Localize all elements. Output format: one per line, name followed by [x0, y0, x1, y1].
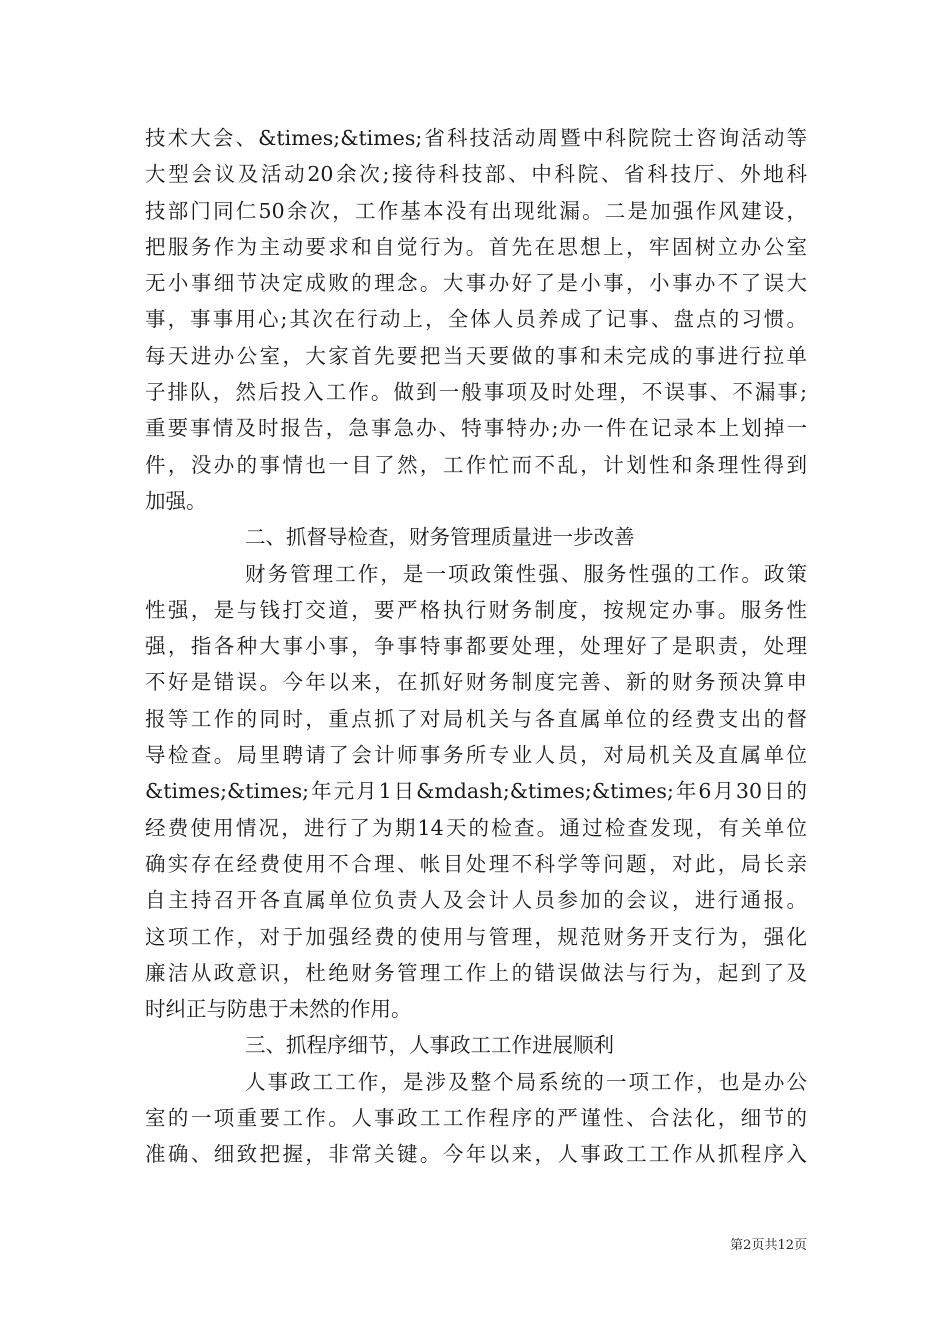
text-line: 确实存在经费使用不合理、帐目处理不科学等问题，对此，局长亲: [145, 851, 807, 876]
text-line: 重要事情及时报告，急事急办、特事特办;办一件在记录本上划掉一: [145, 416, 807, 441]
text-line: 把服务作为主动要求和自觉行为。首先在思想上，牢固树立办公室: [145, 234, 807, 259]
text-line: 这项工作，对于加强经费的使用与管理，规范财务开支行为，强化: [145, 924, 807, 949]
text-line: 经费使用情况，进行了为期14天的检查。通过检查发现，有关单位: [145, 815, 807, 840]
text-line: 室的一项重要工作。人事政工工作程序的严谨性、合法化，细节的: [145, 1106, 807, 1131]
text-line: 强，指各种大事小事，争事特事都要处理，处理好了是职责，处理: [145, 634, 807, 659]
document-body: [145, 120, 807, 1173]
text-line: 不好是错误。今年以来，在抓好财务制度完善、新的财务预决算申: [145, 670, 807, 695]
section-heading-2: 二、抓督导检查，财务管理质量进一步改善: [245, 525, 635, 550]
text-line: 技部门同仁50余次，工作基本没有出现纰漏。二是加强作风建设，: [145, 198, 807, 223]
text-line: 大型会议及活动20余次;接待科技部、中科院、省科技厅、外地科: [145, 162, 807, 187]
text-line: 事，事事用心;其次在行动上，全体人员养成了记事、盘点的习惯。: [145, 307, 807, 332]
text-line: 廉洁从政意识，杜绝财务管理工作上的错误做法与行为，起到了及: [145, 960, 807, 985]
text-line: 加强。: [145, 488, 207, 513]
text-line: 人事政工工作，是涉及整个局系统的一项工作，也是办公: [245, 1069, 807, 1094]
text-line: 技术大会、&times;&times;省科技活动周暨中科院院士咨询活动等: [145, 126, 807, 150]
text-line: 财务管理工作，是一项政策性强、服务性强的工作。政策: [245, 561, 807, 586]
text-line: 时纠正与防患于未然的作用。: [145, 997, 412, 1022]
text-line: &times;&times;年元月1日&mdash;&times;&times;年6月30日的: [145, 779, 807, 804]
section-heading-3: 三、抓程序细节，人事政工工作进展顺利: [245, 1033, 614, 1058]
text-line: 无小事细节决定成败的理念。大事办好了是小事，小事办不了误大: [145, 271, 807, 296]
text-line: 准确、细致把握，非常关键。今年以来，人事政工工作从抓程序入: [145, 1142, 807, 1167]
text-line: 子排队，然后投入工作。做到一般事项及时处理，不误事、不漏事;: [145, 380, 807, 405]
text-line: 报等工作的同时，重点抓了对局机关与各直属单位的经费支出的督: [145, 706, 807, 731]
text-line: 导检查。局里聘请了会计师事务所专业人员，对局机关及直属单位: [145, 743, 807, 768]
page-number-footer: 第2页共12页: [730, 1238, 807, 1253]
text-line: 件，没办的事情也一目了然，工作忙而不乱，计划性和条理性得到: [145, 452, 807, 477]
text-line: 性强，是与钱打交道，要严格执行财务制度，按规定办事。服务性: [145, 597, 807, 622]
text-line: 每天进办公室，大家首先要把当天要做的事和未完成的事进行拉单: [145, 343, 807, 368]
text-line: 自主持召开各直属单位负责人及会计人员参加的会议，进行通报。: [145, 888, 807, 913]
